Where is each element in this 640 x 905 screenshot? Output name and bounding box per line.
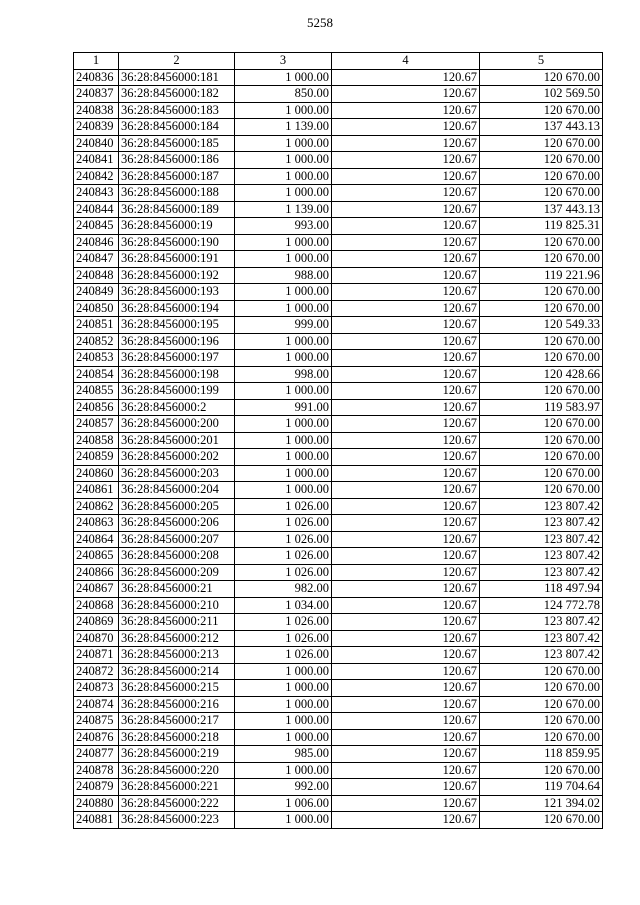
rate-cell: 120.67 (332, 119, 480, 136)
rate-cell: 120.67 (332, 267, 480, 284)
cadastral-number-cell: 36:28:8456000:192 (119, 267, 235, 284)
area-cell: 1 006.00 (235, 795, 332, 812)
table-row (74, 366, 603, 383)
amount-cell: 123 807.42 (480, 564, 603, 581)
cadastral-number-cell: 36:28:8456000:218 (119, 729, 235, 746)
rate-cell: 120.67 (332, 548, 480, 565)
row-number-cell: 240854 (74, 366, 119, 383)
cadastral-number-cell: 36:28:8456000:195 (119, 317, 235, 334)
row-number-cell: 240866 (74, 564, 119, 581)
rate-cell: 120.67 (332, 663, 480, 680)
area-cell: 1 000.00 (235, 812, 332, 829)
table-row (74, 680, 603, 697)
rate-cell: 120.67 (332, 366, 480, 383)
row-number-cell: 240865 (74, 548, 119, 565)
row-number-cell: 240845 (74, 218, 119, 235)
cadastral-number-cell: 36:28:8456000:215 (119, 680, 235, 697)
column-header: 1 (74, 53, 119, 70)
row-number-cell: 240853 (74, 350, 119, 367)
area-cell: 1 000.00 (235, 350, 332, 367)
area-cell: 985.00 (235, 746, 332, 763)
page-number: 5258 (307, 15, 333, 30)
rate-cell: 120.67 (332, 383, 480, 400)
amount-cell: 137 443.13 (480, 119, 603, 136)
amount-cell: 120 670.00 (480, 69, 603, 86)
cadastral-number-cell: 36:28:8456000:21 (119, 581, 235, 598)
rate-cell: 120.67 (332, 531, 480, 548)
area-cell: 1 026.00 (235, 531, 332, 548)
rate-cell: 120.67 (332, 465, 480, 482)
row-number-cell: 240870 (74, 630, 119, 647)
table-row (74, 746, 603, 763)
table-row (74, 267, 603, 284)
amount-cell: 120 670.00 (480, 729, 603, 746)
cadastral-number-cell: 36:28:8456000:208 (119, 548, 235, 565)
table-row (74, 696, 603, 713)
row-number-cell: 240868 (74, 597, 119, 614)
area-cell: 993.00 (235, 218, 332, 235)
rate-cell: 120.67 (332, 218, 480, 235)
cadastral-number-cell: 36:28:8456000:216 (119, 696, 235, 713)
rate-cell: 120.67 (332, 86, 480, 103)
table-row (74, 284, 603, 301)
row-number-cell: 240861 (74, 482, 119, 499)
amount-cell: 120 670.00 (480, 300, 603, 317)
cadastral-number-cell: 36:28:8456000:197 (119, 350, 235, 367)
table-row (74, 713, 603, 730)
amount-cell: 120 670.00 (480, 465, 603, 482)
row-number-cell: 240872 (74, 663, 119, 680)
table-row (74, 300, 603, 317)
rate-cell: 120.67 (332, 713, 480, 730)
rate-cell: 120.67 (332, 152, 480, 169)
area-cell: 1 000.00 (235, 168, 332, 185)
table-row (74, 482, 603, 499)
area-cell: 1 000.00 (235, 251, 332, 268)
row-number-cell: 240876 (74, 729, 119, 746)
amount-cell: 119 704.64 (480, 779, 603, 796)
rate-cell: 120.67 (332, 746, 480, 763)
table-row (74, 614, 603, 631)
rate-cell: 120.67 (332, 680, 480, 697)
area-cell: 1 026.00 (235, 498, 332, 515)
rate-cell: 120.67 (332, 482, 480, 499)
cadastral-number-cell: 36:28:8456000:207 (119, 531, 235, 548)
table-row (74, 234, 603, 251)
table-row (74, 251, 603, 268)
table-row (74, 432, 603, 449)
rate-cell: 120.67 (332, 812, 480, 829)
table-row (74, 416, 603, 433)
rate-cell: 120.67 (332, 69, 480, 86)
amount-cell: 123 807.42 (480, 630, 603, 647)
cadastral-number-cell: 36:28:8456000:188 (119, 185, 235, 202)
area-cell: 1 026.00 (235, 647, 332, 664)
amount-cell: 120 670.00 (480, 284, 603, 301)
amount-cell: 102 569.50 (480, 86, 603, 103)
area-cell: 1 000.00 (235, 449, 332, 466)
amount-cell: 120 670.00 (480, 251, 603, 268)
row-number-cell: 240880 (74, 795, 119, 812)
rate-cell: 120.67 (332, 333, 480, 350)
cadastral-number-cell: 36:28:8456000:19 (119, 218, 235, 235)
rate-cell: 120.67 (332, 284, 480, 301)
amount-cell: 120 670.00 (480, 102, 603, 119)
rate-cell: 120.67 (332, 201, 480, 218)
rate-cell: 120.67 (332, 135, 480, 152)
row-number-cell: 240863 (74, 515, 119, 532)
table-row (74, 812, 603, 829)
cadastral-number-cell: 36:28:8456000:201 (119, 432, 235, 449)
column-header: 5 (480, 53, 603, 70)
table-row (74, 515, 603, 532)
table-row (74, 350, 603, 367)
table-row (74, 581, 603, 598)
area-cell: 1 000.00 (235, 762, 332, 779)
area-cell: 1 000.00 (235, 152, 332, 169)
cadastral-number-cell: 36:28:8456000:198 (119, 366, 235, 383)
row-number-cell: 240881 (74, 812, 119, 829)
cadastral-number-cell: 36:28:8456000:189 (119, 201, 235, 218)
table-body (74, 69, 603, 828)
row-number-cell: 240838 (74, 102, 119, 119)
cadastral-number-cell: 36:28:8456000:194 (119, 300, 235, 317)
row-number-cell: 240844 (74, 201, 119, 218)
table-row (74, 548, 603, 565)
row-number-cell: 240839 (74, 119, 119, 136)
cadastral-number-cell: 36:28:8456000:214 (119, 663, 235, 680)
rate-cell: 120.67 (332, 399, 480, 416)
amount-cell: 137 443.13 (480, 201, 603, 218)
amount-cell: 120 670.00 (480, 482, 603, 499)
table-row (74, 663, 603, 680)
area-cell: 1 026.00 (235, 614, 332, 631)
rate-cell: 120.67 (332, 185, 480, 202)
rate-cell: 120.67 (332, 729, 480, 746)
cadastral-number-cell: 36:28:8456000:213 (119, 647, 235, 664)
table-row (74, 317, 603, 334)
amount-cell: 120 670.00 (480, 152, 603, 169)
table-row (74, 762, 603, 779)
row-number-cell: 240836 (74, 69, 119, 86)
table-row (74, 201, 603, 218)
area-cell: 1 000.00 (235, 465, 332, 482)
cadastral-number-cell: 36:28:8456000:2 (119, 399, 235, 416)
area-cell: 1 000.00 (235, 135, 332, 152)
row-number-cell: 240857 (74, 416, 119, 433)
column-header: 2 (119, 53, 235, 70)
amount-cell: 120 670.00 (480, 383, 603, 400)
rate-cell: 120.67 (332, 795, 480, 812)
area-cell: 1 026.00 (235, 564, 332, 581)
cadastral-number-cell: 36:28:8456000:184 (119, 119, 235, 136)
row-number-cell: 240849 (74, 284, 119, 301)
table-row (74, 86, 603, 103)
cadastral-number-cell: 36:28:8456000:196 (119, 333, 235, 350)
amount-cell: 123 807.42 (480, 531, 603, 548)
rate-cell: 120.67 (332, 234, 480, 251)
rate-cell: 120.67 (332, 762, 480, 779)
cadastral-number-cell: 36:28:8456000:211 (119, 614, 235, 631)
area-cell: 1 139.00 (235, 119, 332, 136)
rate-cell: 120.67 (332, 350, 480, 367)
cadastral-number-cell: 36:28:8456000:182 (119, 86, 235, 103)
amount-cell: 120 670.00 (480, 432, 603, 449)
table-row (74, 597, 603, 614)
amount-cell: 120 670.00 (480, 449, 603, 466)
area-cell: 1 000.00 (235, 482, 332, 499)
cadastral-number-cell: 36:28:8456000:210 (119, 597, 235, 614)
amount-cell: 120 670.00 (480, 234, 603, 251)
table-row (74, 729, 603, 746)
area-cell: 991.00 (235, 399, 332, 416)
amount-cell: 120 428.66 (480, 366, 603, 383)
amount-cell: 120 670.00 (480, 812, 603, 829)
amount-cell: 120 549.33 (480, 317, 603, 334)
amount-cell: 120 670.00 (480, 135, 603, 152)
table-row (74, 465, 603, 482)
row-number-cell: 240852 (74, 333, 119, 350)
rate-cell: 120.67 (332, 449, 480, 466)
column-header: 3 (235, 53, 332, 70)
amount-cell: 120 670.00 (480, 680, 603, 697)
table-row (74, 102, 603, 119)
amount-cell: 120 670.00 (480, 185, 603, 202)
table-row (74, 218, 603, 235)
area-cell: 1 000.00 (235, 69, 332, 86)
rate-cell: 120.67 (332, 416, 480, 433)
area-cell: 1 000.00 (235, 284, 332, 301)
area-cell: 1 000.00 (235, 102, 332, 119)
row-number-cell: 240842 (74, 168, 119, 185)
row-number-cell: 240850 (74, 300, 119, 317)
area-cell: 850.00 (235, 86, 332, 103)
row-number-cell: 240837 (74, 86, 119, 103)
cadastral-number-cell: 36:28:8456000:205 (119, 498, 235, 515)
amount-cell: 118 859.95 (480, 746, 603, 763)
cadastral-number-cell: 36:28:8456000:206 (119, 515, 235, 532)
rate-cell: 120.67 (332, 630, 480, 647)
rate-cell: 120.67 (332, 168, 480, 185)
table-row (74, 795, 603, 812)
rate-cell: 120.67 (332, 317, 480, 334)
row-number-cell: 240856 (74, 399, 119, 416)
amount-cell: 123 807.42 (480, 548, 603, 565)
table-row (74, 498, 603, 515)
area-cell: 1 026.00 (235, 630, 332, 647)
area-cell: 992.00 (235, 779, 332, 796)
table-row (74, 449, 603, 466)
cadastral-number-cell: 36:28:8456000:223 (119, 812, 235, 829)
cadastral-number-cell: 36:28:8456000:190 (119, 234, 235, 251)
cadastral-number-cell: 36:28:8456000:212 (119, 630, 235, 647)
column-header: 4 (332, 53, 480, 70)
rate-cell: 120.67 (332, 581, 480, 598)
cadastral-number-cell: 36:28:8456000:219 (119, 746, 235, 763)
row-number-cell: 240871 (74, 647, 119, 664)
area-cell: 1 026.00 (235, 548, 332, 565)
rate-cell: 120.67 (332, 779, 480, 796)
table-row (74, 168, 603, 185)
amount-cell: 120 670.00 (480, 416, 603, 433)
table-row (74, 647, 603, 664)
row-number-cell: 240840 (74, 135, 119, 152)
rate-cell: 120.67 (332, 432, 480, 449)
area-cell: 998.00 (235, 366, 332, 383)
cadastral-number-cell: 36:28:8456000:187 (119, 168, 235, 185)
row-number-cell: 240878 (74, 762, 119, 779)
row-number-cell: 240847 (74, 251, 119, 268)
area-cell: 1 000.00 (235, 680, 332, 697)
cadastral-number-cell: 36:28:8456000:193 (119, 284, 235, 301)
table-row (74, 630, 603, 647)
row-number-cell: 240848 (74, 267, 119, 284)
amount-cell: 123 807.42 (480, 515, 603, 532)
table-row (74, 531, 603, 548)
area-cell: 1 026.00 (235, 515, 332, 532)
area-cell: 1 000.00 (235, 333, 332, 350)
rate-cell: 120.67 (332, 102, 480, 119)
area-cell: 988.00 (235, 267, 332, 284)
area-cell: 1 000.00 (235, 729, 332, 746)
area-cell: 1 000.00 (235, 234, 332, 251)
row-number-cell: 240879 (74, 779, 119, 796)
rate-cell: 120.67 (332, 696, 480, 713)
area-cell: 1 000.00 (235, 696, 332, 713)
cadastral-number-cell: 36:28:8456000:209 (119, 564, 235, 581)
row-number-cell: 240864 (74, 531, 119, 548)
amount-cell: 119 221.96 (480, 267, 603, 284)
area-cell: 1 000.00 (235, 713, 332, 730)
table-row (74, 119, 603, 136)
amount-cell: 119 583.97 (480, 399, 603, 416)
cadastral-number-cell: 36:28:8456000:181 (119, 69, 235, 86)
cadastral-number-cell: 36:28:8456000:191 (119, 251, 235, 268)
rate-cell: 120.67 (332, 251, 480, 268)
cadastral-number-cell: 36:28:8456000:222 (119, 795, 235, 812)
cadastral-number-cell: 36:28:8456000:221 (119, 779, 235, 796)
table-row (74, 779, 603, 796)
table-row (74, 152, 603, 169)
header-row (74, 53, 603, 70)
amount-cell: 120 670.00 (480, 350, 603, 367)
cadastral-number-cell: 36:28:8456000:186 (119, 152, 235, 169)
area-cell: 1 000.00 (235, 432, 332, 449)
row-number-cell: 240869 (74, 614, 119, 631)
cadastral-number-cell: 36:28:8456000:202 (119, 449, 235, 466)
rate-cell: 120.67 (332, 597, 480, 614)
table-row (74, 69, 603, 86)
rate-cell: 120.67 (332, 647, 480, 664)
amount-cell: 123 807.42 (480, 647, 603, 664)
cadastral-number-cell: 36:28:8456000:200 (119, 416, 235, 433)
cadastral-number-cell: 36:28:8456000:199 (119, 383, 235, 400)
amount-cell: 120 670.00 (480, 333, 603, 350)
row-number-cell: 240859 (74, 449, 119, 466)
rate-cell: 120.67 (332, 564, 480, 581)
row-number-cell: 240867 (74, 581, 119, 598)
table-row (74, 564, 603, 581)
area-cell: 1 139.00 (235, 201, 332, 218)
row-number-cell: 240874 (74, 696, 119, 713)
row-number-cell: 240851 (74, 317, 119, 334)
cadastral-number-cell: 36:28:8456000:220 (119, 762, 235, 779)
rate-cell: 120.67 (332, 300, 480, 317)
row-number-cell: 240860 (74, 465, 119, 482)
amount-cell: 120 670.00 (480, 168, 603, 185)
row-number-cell: 240873 (74, 680, 119, 697)
cadastral-number-cell: 36:28:8456000:185 (119, 135, 235, 152)
amount-cell: 123 807.42 (480, 614, 603, 631)
table-row (74, 185, 603, 202)
row-number-cell: 240858 (74, 432, 119, 449)
amount-cell: 118 497.94 (480, 581, 603, 598)
rate-cell: 120.67 (332, 498, 480, 515)
rate-cell: 120.67 (332, 614, 480, 631)
area-cell: 999.00 (235, 317, 332, 334)
row-number-cell: 240877 (74, 746, 119, 763)
registry-table (73, 52, 603, 829)
area-cell: 1 000.00 (235, 663, 332, 680)
amount-cell: 120 670.00 (480, 713, 603, 730)
row-number-cell: 240843 (74, 185, 119, 202)
amount-cell: 120 670.00 (480, 663, 603, 680)
area-cell: 1 034.00 (235, 597, 332, 614)
row-number-cell: 240846 (74, 234, 119, 251)
cadastral-number-cell: 36:28:8456000:203 (119, 465, 235, 482)
cadastral-number-cell: 36:28:8456000:204 (119, 482, 235, 499)
amount-cell: 120 670.00 (480, 696, 603, 713)
row-number-cell: 240862 (74, 498, 119, 515)
amount-cell: 120 670.00 (480, 762, 603, 779)
table-row (74, 135, 603, 152)
area-cell: 1 000.00 (235, 416, 332, 433)
amount-cell: 119 825.31 (480, 218, 603, 235)
area-cell: 1 000.00 (235, 300, 332, 317)
table-row (74, 333, 603, 350)
rate-cell: 120.67 (332, 515, 480, 532)
amount-cell: 124 772.78 (480, 597, 603, 614)
amount-cell: 121 394.02 (480, 795, 603, 812)
table-row (74, 383, 603, 400)
table-row (74, 399, 603, 416)
row-number-cell: 240875 (74, 713, 119, 730)
amount-cell: 123 807.42 (480, 498, 603, 515)
area-cell: 1 000.00 (235, 383, 332, 400)
area-cell: 1 000.00 (235, 185, 332, 202)
row-number-cell: 240841 (74, 152, 119, 169)
row-number-cell: 240855 (74, 383, 119, 400)
area-cell: 982.00 (235, 581, 332, 598)
cadastral-number-cell: 36:28:8456000:183 (119, 102, 235, 119)
cadastral-number-cell: 36:28:8456000:217 (119, 713, 235, 730)
